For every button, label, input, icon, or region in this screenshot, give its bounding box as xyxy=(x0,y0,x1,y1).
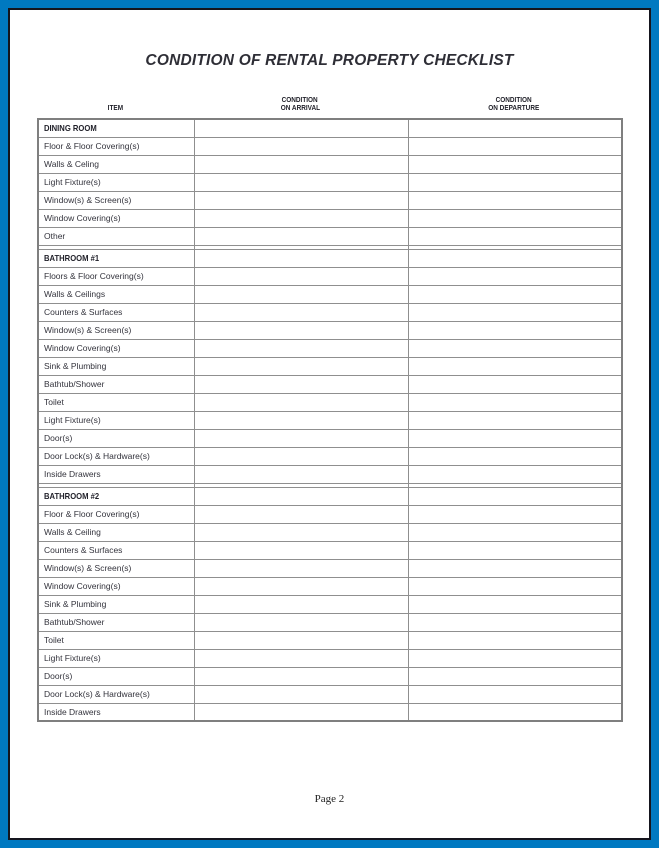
table-row xyxy=(38,685,622,703)
table-row xyxy=(38,339,622,357)
condition-departure-cell xyxy=(408,191,622,209)
column-header-item-label: ITEM xyxy=(107,105,123,113)
table-row xyxy=(38,577,622,595)
table-row xyxy=(38,447,622,465)
table-row xyxy=(38,703,622,721)
item-label-cell: Light Fixture(s) xyxy=(38,173,194,191)
condition-departure-cell xyxy=(408,613,622,631)
item-label-cell: Window(s) & Screen(s) xyxy=(38,321,194,339)
item-label-cell: Walls & Celing xyxy=(38,155,194,173)
table-row xyxy=(38,667,622,685)
departure-header-line2: ON DEPARTURE xyxy=(488,105,540,113)
condition-arrival-cell xyxy=(194,249,408,267)
section-header-row xyxy=(38,487,622,505)
item-label-cell: Inside Drawers xyxy=(38,465,194,483)
condition-arrival-cell xyxy=(194,631,408,649)
condition-departure-cell xyxy=(408,209,622,227)
condition-arrival-cell xyxy=(194,447,408,465)
condition-departure-cell xyxy=(408,465,622,483)
departure-header-line1: CONDITION xyxy=(495,96,533,104)
condition-arrival-cell xyxy=(194,703,408,721)
condition-departure-cell xyxy=(408,703,622,721)
condition-departure-cell xyxy=(408,173,622,191)
condition-arrival-cell xyxy=(194,393,408,411)
condition-departure-cell xyxy=(408,357,622,375)
item-label-cell: Door Lock(s) & Hardware(s) xyxy=(38,447,194,465)
condition-arrival-cell xyxy=(194,559,408,577)
item-label-cell: Toilet xyxy=(38,393,194,411)
condition-arrival-cell xyxy=(194,505,408,523)
condition-departure-cell xyxy=(408,285,622,303)
item-label-cell: Window(s) & Screen(s) xyxy=(38,559,194,577)
column-header-condition-on-departure xyxy=(407,97,621,117)
condition-departure-cell xyxy=(408,631,622,649)
checklist-table xyxy=(37,118,623,722)
condition-departure-cell xyxy=(408,523,622,541)
item-label-cell: Counters & Surfaces xyxy=(38,303,194,321)
table-row xyxy=(38,541,622,559)
page-inner-frame xyxy=(8,8,651,840)
condition-arrival-cell xyxy=(194,321,408,339)
condition-arrival-cell xyxy=(194,523,408,541)
condition-departure-cell xyxy=(408,429,622,447)
condition-arrival-cell xyxy=(194,191,408,209)
condition-departure-cell xyxy=(408,249,622,267)
section-name-label: BATHROOM #2 xyxy=(44,491,100,501)
table-row xyxy=(38,559,622,577)
table-row xyxy=(38,613,622,631)
item-label-cell: Counters & Surfaces xyxy=(38,541,194,559)
item-label-cell: Window Covering(s) xyxy=(38,209,194,227)
condition-arrival-cell xyxy=(194,595,408,613)
condition-arrival-cell xyxy=(194,285,408,303)
item-label-cell: Bathtub/Shower xyxy=(38,613,194,631)
table-row xyxy=(38,285,622,303)
condition-arrival-cell xyxy=(194,577,408,595)
page-title: CONDITION OF RENTAL PROPERTY CHECKLIST xyxy=(145,52,514,69)
condition-departure-cell xyxy=(408,411,622,429)
condition-departure-cell xyxy=(408,685,622,703)
condition-departure-cell xyxy=(408,321,622,339)
table-row xyxy=(38,393,622,411)
section-header-row xyxy=(38,119,622,137)
condition-arrival-cell xyxy=(194,227,408,245)
condition-arrival-cell xyxy=(194,541,408,559)
condition-arrival-cell xyxy=(194,119,408,137)
item-label-cell: Light Fixture(s) xyxy=(38,411,194,429)
condition-arrival-cell xyxy=(194,487,408,505)
item-label-cell: Door(s) xyxy=(38,667,194,685)
condition-arrival-cell xyxy=(194,173,408,191)
condition-arrival-cell xyxy=(194,613,408,631)
table-row xyxy=(38,505,622,523)
table-row xyxy=(38,267,622,285)
section-name-label: DINING ROOM xyxy=(44,123,97,134)
table-row xyxy=(38,209,622,227)
item-label-cell: Sink & Plumbing xyxy=(38,357,194,375)
item-label-cell: Walls & Ceiling xyxy=(38,523,194,541)
condition-arrival-cell xyxy=(194,357,408,375)
condition-departure-cell xyxy=(408,559,622,577)
table-row xyxy=(38,465,622,483)
table-row xyxy=(38,137,622,155)
condition-departure-cell xyxy=(408,487,622,505)
item-label-cell: Inside Drawers xyxy=(38,703,194,721)
condition-arrival-cell xyxy=(194,155,408,173)
condition-arrival-cell xyxy=(194,137,408,155)
arrival-header-line1: CONDITION xyxy=(281,96,319,104)
column-header-condition-on-arrival xyxy=(193,97,407,117)
condition-departure-cell xyxy=(408,155,622,173)
section-name-cell xyxy=(38,487,194,505)
condition-departure-cell xyxy=(408,541,622,559)
item-label-cell: Toilet xyxy=(38,631,194,649)
condition-arrival-cell xyxy=(194,209,408,227)
item-label-cell: Floor & Floor Covering(s) xyxy=(38,505,194,523)
condition-departure-cell xyxy=(408,267,622,285)
condition-arrival-cell xyxy=(194,303,408,321)
condition-departure-cell xyxy=(408,577,622,595)
condition-arrival-cell xyxy=(194,667,408,685)
item-label-cell: Door Lock(s) & Hardware(s) xyxy=(38,685,194,703)
table-row xyxy=(38,321,622,339)
item-label-cell: Window(s) & Screen(s) xyxy=(38,191,194,209)
condition-departure-cell xyxy=(408,375,622,393)
condition-arrival-cell xyxy=(194,685,408,703)
condition-departure-cell xyxy=(408,595,622,613)
section-name-cell xyxy=(38,119,194,137)
condition-departure-cell xyxy=(408,667,622,685)
column-header-item xyxy=(37,105,193,116)
table-row xyxy=(38,649,622,667)
condition-arrival-cell xyxy=(194,339,408,357)
section-name-label: BATHROOM #1 xyxy=(44,253,100,263)
condition-arrival-cell xyxy=(194,465,408,483)
item-label-cell: Light Fixture(s) xyxy=(38,649,194,667)
condition-departure-cell xyxy=(408,303,622,321)
item-label-cell: Floors & Floor Covering(s) xyxy=(38,267,194,285)
condition-departure-cell xyxy=(408,227,622,245)
table-row xyxy=(38,631,622,649)
table-row xyxy=(38,595,622,613)
item-label-cell: Walls & Ceilings xyxy=(38,285,194,303)
arrival-header-line2: ON ARRIVAL xyxy=(280,105,320,113)
table-row xyxy=(38,191,622,209)
condition-departure-cell xyxy=(408,119,622,137)
condition-departure-cell xyxy=(408,505,622,523)
table-row xyxy=(38,523,622,541)
condition-arrival-cell xyxy=(194,649,408,667)
table-column-headers xyxy=(37,90,621,116)
table-row xyxy=(38,303,622,321)
item-label-cell: Sink & Plumbing xyxy=(38,595,194,613)
item-label-cell: Floor & Floor Covering(s) xyxy=(38,137,194,155)
condition-arrival-cell xyxy=(194,375,408,393)
condition-departure-cell xyxy=(408,649,622,667)
condition-arrival-cell xyxy=(194,429,408,447)
section-header-row xyxy=(38,249,622,267)
section-name-cell xyxy=(38,249,194,267)
table-row xyxy=(38,155,622,173)
condition-departure-cell xyxy=(408,447,622,465)
condition-departure-cell xyxy=(408,393,622,411)
item-label-cell: Bathtub/Shower xyxy=(38,375,194,393)
table-row xyxy=(38,429,622,447)
table-row xyxy=(38,375,622,393)
table-row xyxy=(38,357,622,375)
condition-departure-cell xyxy=(408,339,622,357)
item-label-cell: Window Covering(s) xyxy=(38,339,194,357)
condition-arrival-cell xyxy=(194,411,408,429)
table-row xyxy=(38,411,622,429)
page-number: Page 2 xyxy=(314,793,345,805)
item-label-cell: Other xyxy=(38,227,194,245)
condition-departure-cell xyxy=(408,137,622,155)
item-label-cell: Window Covering(s) xyxy=(38,577,194,595)
condition-arrival-cell xyxy=(194,267,408,285)
item-label-cell: Door(s) xyxy=(38,429,194,447)
table-row xyxy=(38,227,622,245)
table-row xyxy=(38,173,622,191)
